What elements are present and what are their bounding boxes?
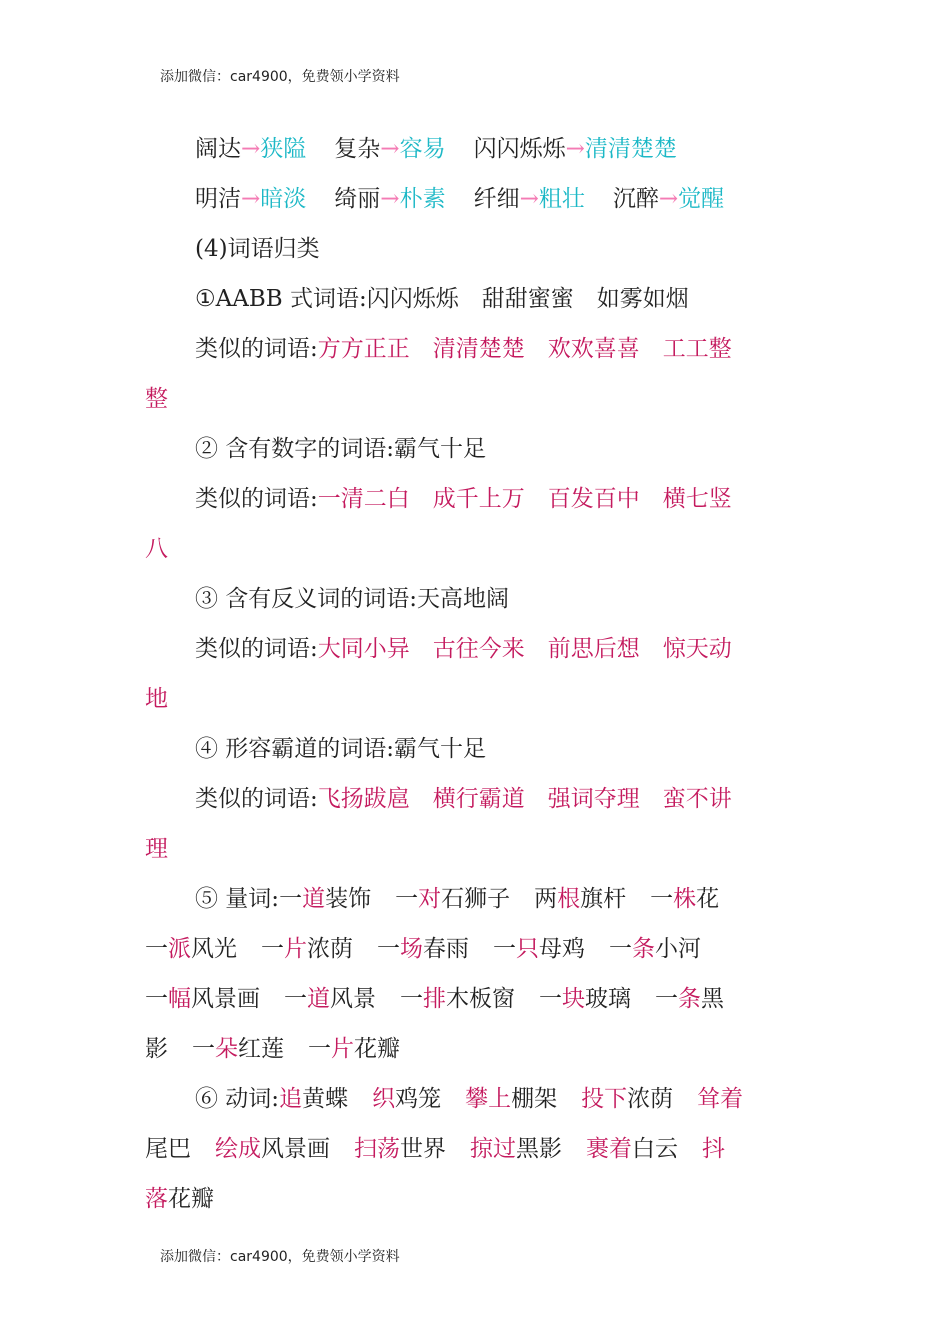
measure-word: 片 — [284, 936, 307, 962]
verb-object: 尾巴 — [145, 1136, 191, 1162]
antonym-opposite: 觉醒 — [678, 186, 725, 212]
measure-noun: 石狮子 — [441, 886, 511, 912]
measure-prefix: 一 — [539, 986, 562, 1012]
verb-object: 浓荫 — [627, 1086, 674, 1112]
measure-word: 块 — [562, 986, 585, 1012]
arrow-icon: → — [565, 136, 585, 162]
measure-prefix: 一 — [655, 986, 678, 1012]
measure-label: ⑤ 量词: — [195, 886, 280, 912]
similar-words: 飞扬跋扈 横行霸道 强词夺理 蛮不讲 — [317, 786, 732, 812]
measure-word: 派 — [168, 936, 191, 962]
similar-label: 类似的词语: — [195, 486, 318, 512]
measure-word: 根 — [557, 886, 581, 912]
verb-object: 棚架 — [511, 1086, 558, 1112]
verb-word: 耸着 — [697, 1086, 744, 1112]
verb-line — [145, 1124, 815, 1174]
similar-words-continuation: 整 — [145, 386, 168, 412]
similar-words: 一清二白 成千上万 百发百中 横七竖 — [317, 486, 732, 512]
measure-word: 条 — [632, 936, 655, 962]
measure-word: 对 — [418, 886, 442, 912]
measure-noun: 花瓣 — [354, 1036, 400, 1062]
measure-word: 道 — [307, 986, 330, 1012]
verb-word: 裹着 — [586, 1136, 632, 1162]
antonym-line-1 — [145, 124, 815, 174]
measure-word: 片 — [331, 1036, 354, 1062]
similar-label: 类似的词语: — [195, 636, 318, 662]
measure-noun: 黑 — [701, 986, 724, 1012]
group-heading: ③ 含有反义词的词语:天高地阔 — [195, 586, 510, 612]
similar-words-line — [145, 324, 815, 374]
verb-label: ⑥ 动词: — [195, 1086, 280, 1112]
measure-word: 只 — [516, 936, 539, 962]
measure-prefix: 一 — [493, 936, 516, 962]
section-title: (4)词语归类 — [195, 236, 320, 262]
measure-noun: 木板窗 — [446, 986, 515, 1012]
measure-prefix: 一 — [261, 936, 284, 962]
antonym-opposite: 暗淡 — [260, 186, 307, 212]
similar-words-line — [145, 774, 815, 824]
verb-object: 白云 — [632, 1136, 678, 1162]
group-heading: ② 含有数字的词语:霸气十足 — [195, 436, 487, 462]
measure-noun: 玻璃 — [585, 986, 631, 1012]
measure-words-line — [145, 924, 815, 974]
measure-prefix: 一 — [400, 986, 423, 1012]
measure-noun: 装饰 — [325, 886, 372, 912]
similar-words-continuation: 地 — [145, 686, 168, 712]
similar-words: 方方正正 清清楚楚 欢欢喜喜 工工整 — [317, 336, 732, 362]
measure-prefix: 一 — [395, 886, 419, 912]
verb-line — [145, 1074, 815, 1124]
measure-words-line — [145, 874, 815, 924]
measure-noun: 风景画 — [191, 986, 260, 1012]
measure-prefix: 两 — [534, 886, 558, 912]
antonym-word: 沉醉 — [612, 186, 659, 212]
measure-noun: 风光 — [191, 936, 237, 962]
group-heading: ①AABB 式词语:闪闪烁烁 甜甜蜜蜜 如雾如烟 — [195, 286, 689, 312]
antonym-word: 阔达 — [195, 136, 241, 162]
measure-prefix: 一 — [650, 886, 674, 912]
similar-words-line — [145, 474, 815, 524]
measure-noun: 小河 — [655, 936, 701, 962]
verb-word: 投下 — [581, 1086, 628, 1112]
measure-prefix: 一 — [284, 986, 307, 1012]
verb-word: 织 — [372, 1086, 396, 1112]
header-watermark-text: 添加微信：car4900，免费领小学资料 — [160, 69, 400, 85]
similar-words-continuation: 理 — [145, 836, 168, 862]
verb-word: 掠过 — [470, 1136, 516, 1162]
measure-prefix: 一 — [145, 986, 168, 1012]
measure-word: 株 — [673, 886, 697, 912]
measure-word: 幅 — [168, 986, 191, 1012]
measure-noun: 风景 — [330, 986, 376, 1012]
measure-word: 排 — [423, 986, 446, 1012]
footer-watermark-text: 添加微信：car4900，免费领小学资料 — [160, 1249, 400, 1265]
antonym-word: 闪闪烁烁 — [473, 136, 566, 162]
measure-prefix: 一 — [192, 1036, 215, 1062]
antonym-opposite: 清清楚楚 — [584, 136, 677, 162]
verb-word: 扫荡 — [354, 1136, 400, 1162]
measure-noun: 红莲 — [238, 1036, 284, 1062]
similar-words-line — [145, 624, 815, 674]
similar-words-continuation: 八 — [145, 536, 168, 562]
antonym-word: 复杂 — [334, 136, 381, 162]
antonym-word: 纤细 — [473, 186, 520, 212]
verb-word: 绘成 — [215, 1136, 261, 1162]
measure-words-line — [145, 974, 815, 1024]
verb-object: 花瓣 — [168, 1186, 214, 1212]
measure-prefix: 影 — [145, 1036, 168, 1062]
arrow-icon: → — [658, 186, 679, 212]
antonym-opposite: 朴素 — [399, 186, 446, 212]
measure-prefix: 一 — [279, 886, 303, 912]
measure-prefix: 一 — [377, 936, 400, 962]
measure-prefix: 一 — [308, 1036, 331, 1062]
verb-word: 抖 — [702, 1136, 725, 1162]
verb-object: 世界 — [400, 1136, 446, 1162]
similar-label: 类似的词语: — [195, 336, 318, 362]
arrow-icon: → — [380, 136, 400, 162]
verb-object: 黑影 — [516, 1136, 562, 1162]
arrow-icon: → — [241, 136, 261, 162]
antonym-opposite: 容易 — [399, 136, 446, 162]
verb-word: 攀上 — [465, 1086, 512, 1112]
measure-word: 道 — [302, 886, 326, 912]
measure-word: 场 — [400, 936, 423, 962]
similar-label: 类似的词语: — [195, 786, 318, 812]
measure-prefix: 一 — [609, 936, 632, 962]
verb-line — [145, 1174, 815, 1224]
verb-object: 黄蝶 — [302, 1086, 349, 1112]
measure-words-line — [145, 1024, 815, 1074]
antonym-line-2 — [145, 174, 815, 224]
verb-word: 追 — [279, 1086, 303, 1112]
measure-noun: 春雨 — [423, 936, 469, 962]
verb-object: 鸡笼 — [395, 1086, 442, 1112]
measure-noun: 浓荫 — [307, 936, 353, 962]
measure-word: 条 — [678, 986, 701, 1012]
antonym-opposite: 粗壮 — [538, 186, 585, 212]
antonym-word: 明洁 — [195, 186, 241, 212]
document-body — [145, 124, 815, 1224]
arrow-icon: → — [380, 186, 400, 212]
group-heading: ④ 形容霸道的词语:霸气十足 — [195, 736, 487, 762]
arrow-icon: → — [519, 186, 539, 212]
measure-prefix: 一 — [145, 936, 168, 962]
arrow-icon: → — [241, 186, 261, 212]
antonym-word: 绮丽 — [334, 186, 381, 212]
measure-word: 朵 — [215, 1036, 238, 1062]
measure-noun: 母鸡 — [539, 936, 585, 962]
similar-words: 大同小异 古往今来 前思后想 惊天动 — [317, 636, 732, 662]
verb-word: 落 — [145, 1186, 168, 1212]
antonym-opposite: 狭隘 — [260, 136, 307, 162]
measure-noun: 花 — [696, 886, 720, 912]
verb-object: 风景画 — [261, 1136, 330, 1162]
measure-noun: 旗杆 — [580, 886, 627, 912]
